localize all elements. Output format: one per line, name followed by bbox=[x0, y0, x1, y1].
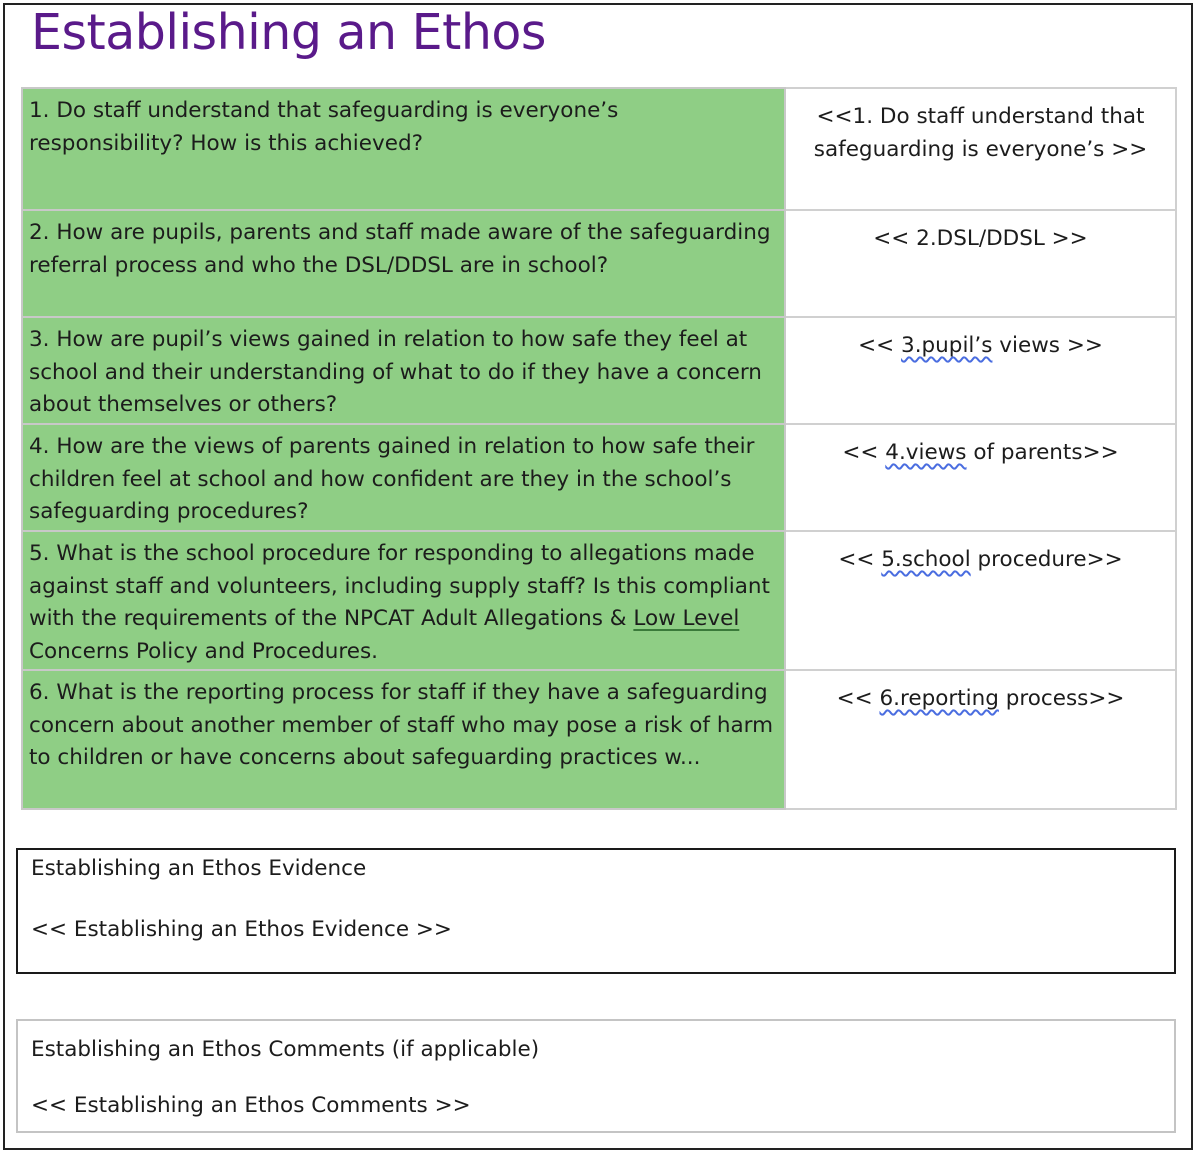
answer-cell[interactable]: << 2.DSL/DDSL >> bbox=[785, 210, 1176, 317]
question-cell: 4. How are the views of parents gained in relation to how safe their children feel at school and how confident are they in the school’s safeguarding procedures? bbox=[22, 424, 785, 531]
table-row bbox=[22, 88, 1176, 210]
answer-suffix: procedure>> bbox=[970, 547, 1123, 572]
question-text: 5. What is the school procedure for responding to allegations made against staff and volunteers, including supply staff? Is this compliant with the requirements of the NPCAT Adult Allegations & bbox=[29, 541, 770, 631]
document-page bbox=[3, 3, 1193, 1150]
answer-prefix: << bbox=[858, 333, 902, 358]
answer-cell[interactable]: <<1. Do staff understand that safeguarding is everyone’s >> bbox=[785, 88, 1176, 210]
question-text: Concerns Policy and Procedures. bbox=[29, 638, 378, 664]
page-title: Establishing an Ethos bbox=[31, 4, 546, 61]
question-cell: 3. How are pupil’s views gained in relation to how safe they feel at school and their understanding of what to do if they have a concern about themselves or others? bbox=[22, 317, 785, 424]
table-row bbox=[22, 670, 1176, 809]
table-row bbox=[22, 210, 1176, 317]
question-cell bbox=[22, 531, 785, 670]
evidence-label: Establishing an Ethos Evidence bbox=[31, 856, 367, 881]
questions-table bbox=[21, 87, 1177, 810]
answer-suffix: views >> bbox=[992, 333, 1103, 358]
answer-cell[interactable] bbox=[785, 531, 1176, 670]
answer-cell[interactable] bbox=[785, 317, 1176, 424]
answer-prefix: << bbox=[836, 686, 880, 711]
answer-prefix: << bbox=[842, 440, 886, 465]
spellcheck-flagged-word: 3.pupil’s bbox=[901, 333, 993, 358]
answer-suffix: of parents>> bbox=[966, 440, 1119, 465]
answer-cell[interactable] bbox=[785, 424, 1176, 531]
question-cell: 1. Do staff understand that safeguarding is everyone’s responsibility? How is this achieved? bbox=[22, 88, 785, 210]
evidence-box[interactable] bbox=[16, 848, 1176, 974]
evidence-value[interactable]: << Establishing an Ethos Evidence >> bbox=[31, 917, 452, 942]
comments-label: Establishing an Ethos Comments (if applicable) bbox=[31, 1037, 540, 1062]
comments-value[interactable]: << Establishing an Ethos Comments >> bbox=[31, 1093, 471, 1118]
grammar-flagged-phrase: Low Level bbox=[633, 606, 740, 631]
table-row bbox=[22, 424, 1176, 531]
table-row bbox=[22, 531, 1176, 670]
answer-suffix: process>> bbox=[998, 686, 1125, 711]
table-row bbox=[22, 317, 1176, 424]
spellcheck-flagged-word: 6.reporting bbox=[879, 686, 999, 711]
question-cell: 6. What is the reporting process for staff if they have a safeguarding concern about another member of staff who may pose a risk of harm to children or have concerns about safeguarding practices w... bbox=[22, 670, 785, 809]
comments-box[interactable] bbox=[16, 1019, 1176, 1133]
answer-cell[interactable] bbox=[785, 670, 1176, 809]
spellcheck-flagged-word: 4.views bbox=[885, 440, 967, 465]
answer-prefix: << bbox=[838, 547, 882, 572]
question-cell: 2. How are pupils, parents and staff made aware of the safeguarding referral process and who the DSL/DDSL are in school? bbox=[22, 210, 785, 317]
spellcheck-flagged-word: 5.school bbox=[881, 547, 971, 572]
